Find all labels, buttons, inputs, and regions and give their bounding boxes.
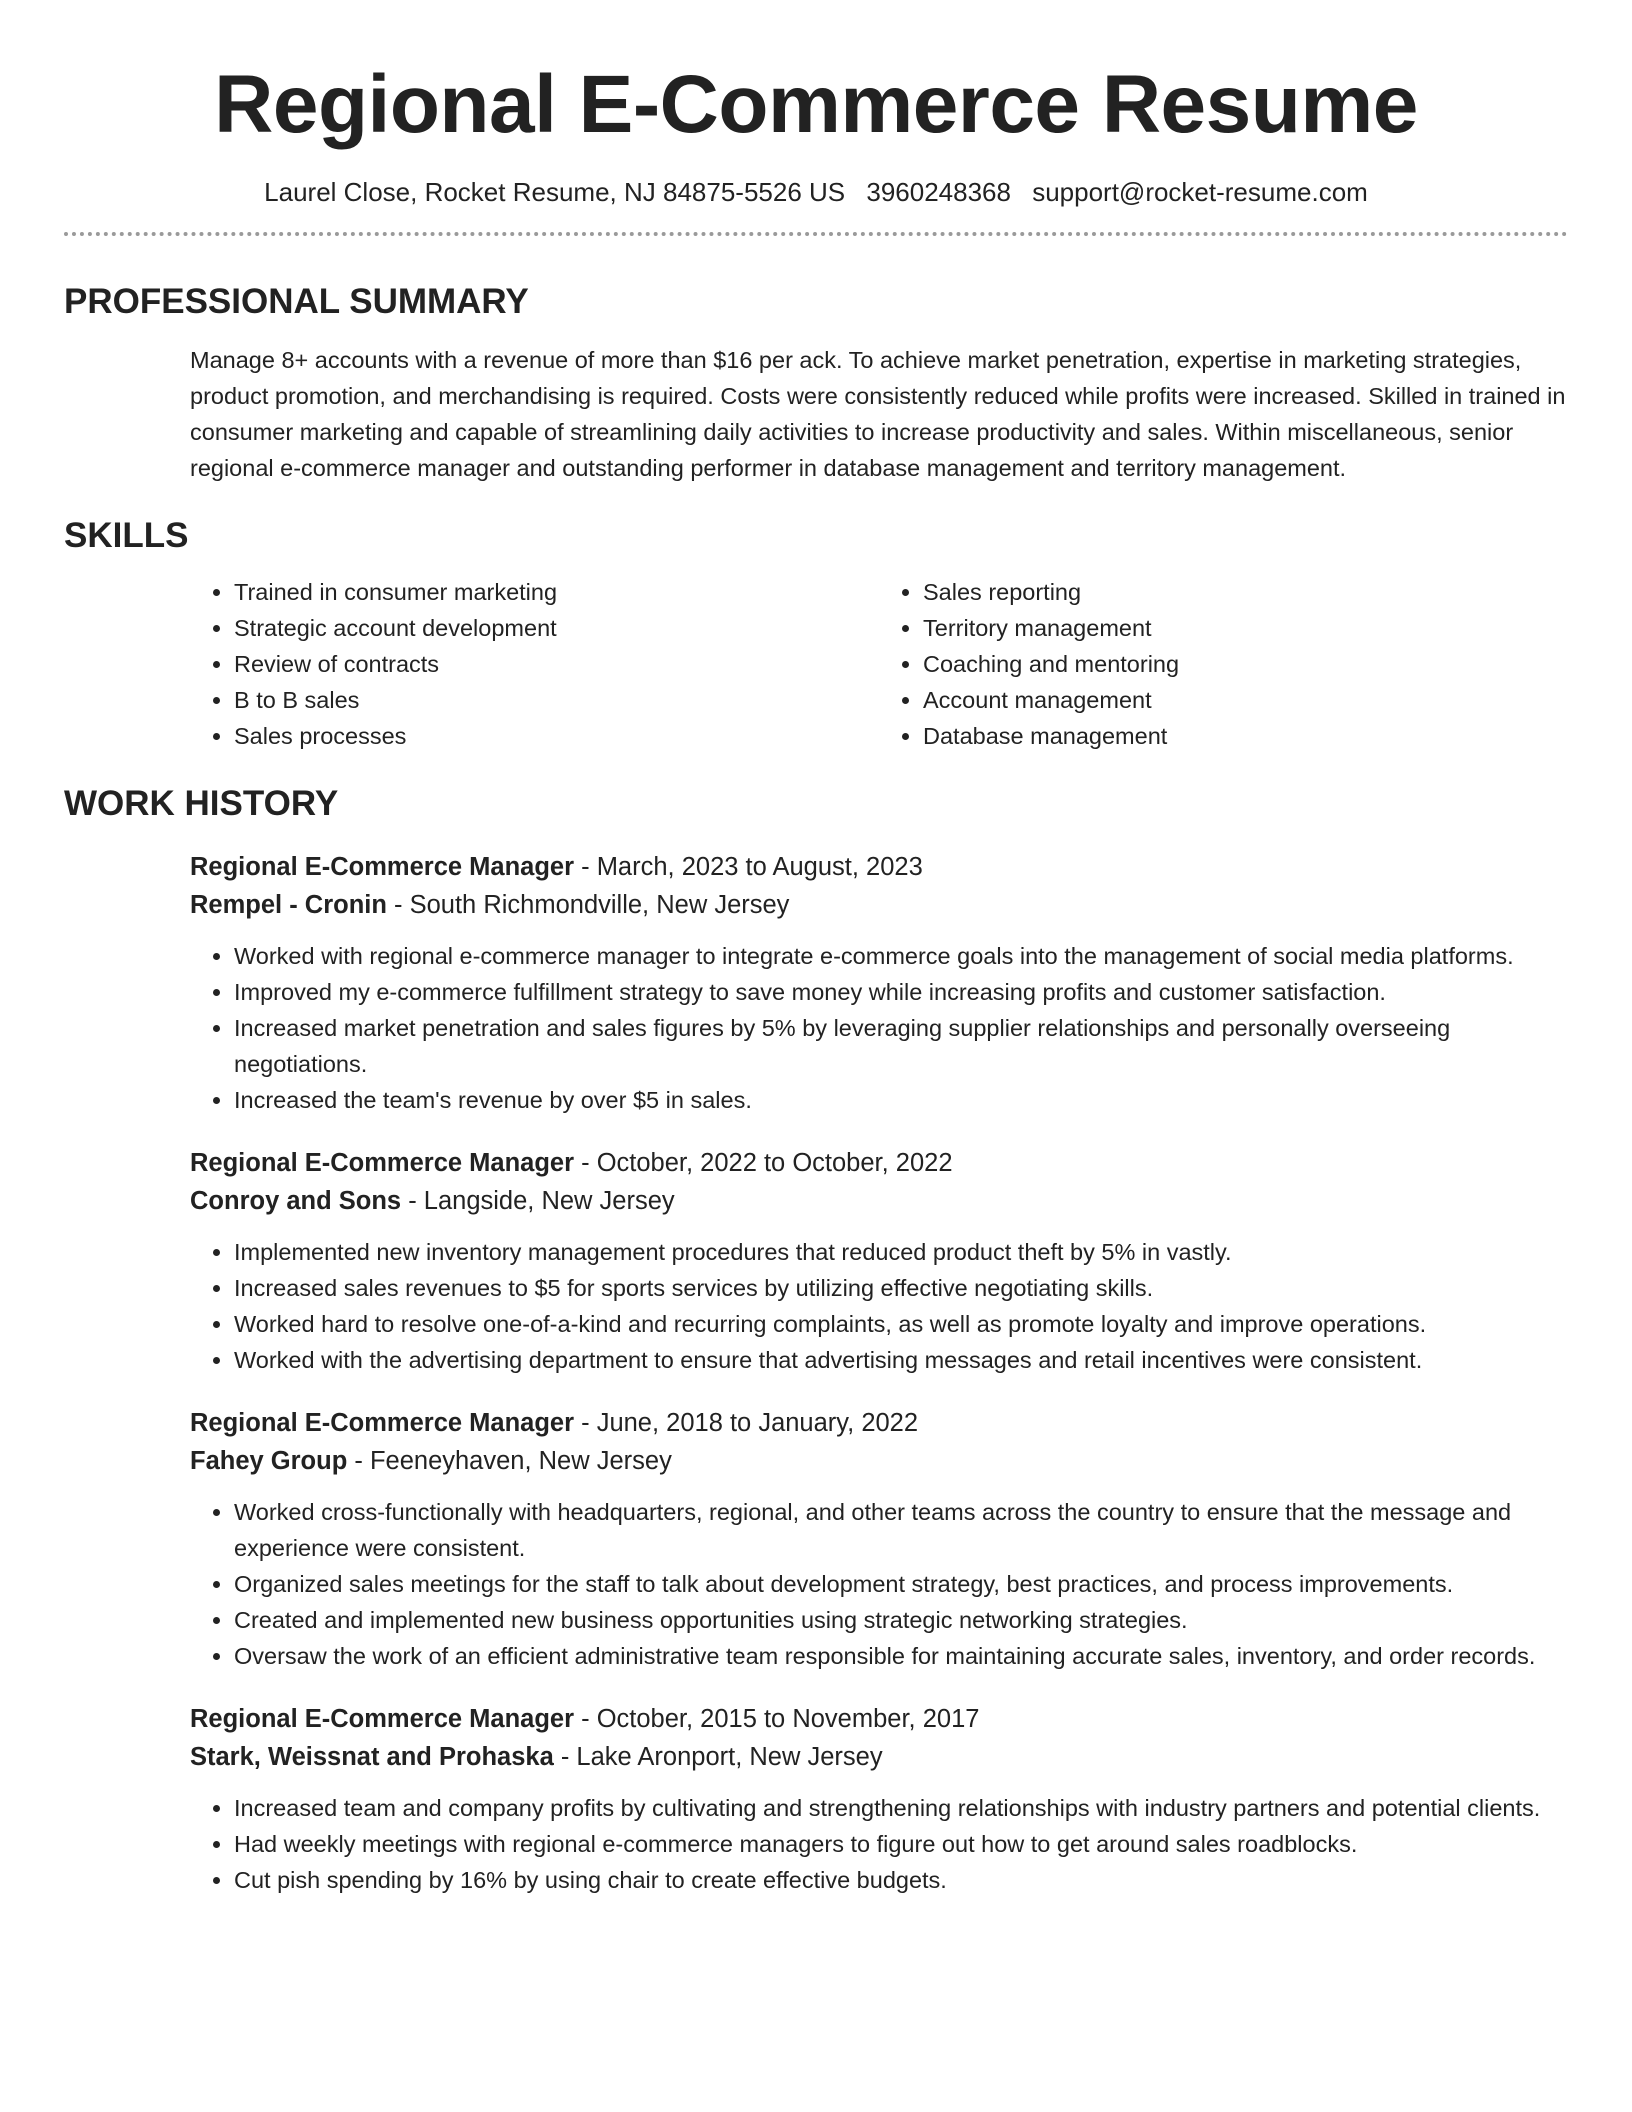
job-company-line (190, 1442, 1568, 1480)
skill-item: • Coaching and mentoring (923, 646, 1568, 682)
skill-item: • Sales reporting (923, 574, 1568, 610)
work-history-heading: WORK HISTORY (64, 784, 339, 823)
job-title-line (190, 1700, 1568, 1738)
job-company: Rempel - Cronin (190, 891, 387, 919)
job-title: Regional E-Commerce Manager (190, 1705, 575, 1733)
header-divider (64, 232, 1568, 236)
job-bullet: • Worked cross-functionally with headquarters, regional, and other teams across the country to ensure that the message and experience were consistent. (234, 1494, 1568, 1566)
job-company-line (190, 886, 1568, 924)
contact-phone: 3960248368 (866, 177, 1011, 207)
job-title: Regional E-Commerce Manager (190, 1409, 575, 1437)
skill-item: • Account management (923, 682, 1568, 718)
contact-line (64, 176, 1568, 208)
job-entry (190, 1144, 1568, 1378)
job-dates: - October, 2022 to October, 2022 (574, 1149, 953, 1177)
job-bullet: • Increased the team's revenue by over $5 in sales. (234, 1082, 1568, 1118)
job-bullet: • Increased market penetration and sales figures by 5% by leveraging supplier relationships and personally overseeing negotiations. (234, 1010, 1568, 1082)
job-dates: - June, 2018 to January, 2022 (574, 1409, 919, 1437)
job-title-line (190, 848, 1568, 886)
skills-column-left (190, 574, 879, 754)
job-bullets (190, 1790, 1568, 1898)
contact-address: Laurel Close, Rocket Resume, NJ 84875-5526 US (264, 177, 846, 207)
skill-item: • Review of contracts (234, 646, 879, 682)
summary-text: Manage 8+ accounts with a revenue of more than $16 per ack. To achieve market penetration, expertise in marketing strategies, product promotion, and merchandising is required. Costs were consistently reduced while profits were increased. Skilled in trained in consumer marketing and capable of streamlining daily activities to increase productivity and sales. Within miscellaneous, senior regional e-commerce manager and outstanding performer in database management and territory management. (190, 347, 1566, 481)
job-location: - Feeneyhaven, New Jersey (347, 1447, 672, 1475)
contact-email: support@rocket-resume.com (1032, 177, 1368, 207)
job-dates: - October, 2015 to November, 2017 (574, 1705, 980, 1733)
skill-item: • Territory management (923, 610, 1568, 646)
job-bullet: • Cut pish spending by 16% by using chair to create effective budgets. (234, 1862, 1568, 1898)
job-bullet: • Worked with regional e-commerce manager to integrate e-commerce goals into the management of social media platforms. (234, 938, 1568, 974)
job-title-line (190, 1404, 1568, 1442)
skills-column-right (879, 574, 1568, 754)
skill-item: • B to B sales (234, 682, 879, 718)
skill-item: • Sales processes (234, 718, 879, 754)
job-bullet: • Improved my e-commerce fulfillment strategy to save money while increasing profits and customer satisfaction. (234, 974, 1568, 1010)
job-company: Conroy and Sons (190, 1187, 402, 1215)
skill-item: • Strategic account development (234, 610, 879, 646)
job-title: Regional E-Commerce Manager (190, 1149, 575, 1177)
job-location: - Langside, New Jersey (401, 1187, 675, 1215)
job-bullet: • Had weekly meetings with regional e-commerce managers to figure out how to get around sales roadblocks. (234, 1826, 1568, 1862)
job-entry (190, 1404, 1568, 1674)
job-title-line (190, 1144, 1568, 1182)
job-bullet: • Oversaw the work of an efficient administrative team responsible for maintaining accurate sales, inventory, and order records. (234, 1638, 1568, 1674)
job-company-line (190, 1738, 1568, 1776)
job-bullets (190, 1234, 1568, 1378)
job-bullet: • Increased team and company profits by cultivating and strengthening relationships with industry partners and potential clients. (234, 1790, 1568, 1826)
job-bullet: • Created and implemented new business opportunities using strategic networking strategies. (234, 1602, 1568, 1638)
job-dates: - March, 2023 to August, 2023 (574, 853, 923, 881)
job-bullets (190, 1494, 1568, 1674)
job-bullet: • Worked with the advertising department to ensure that advertising messages and retail incentives were consistent. (234, 1342, 1568, 1378)
job-bullet: • Organized sales meetings for the staff to talk about development strategy, best practices, and process improvements. (234, 1566, 1568, 1602)
job-bullets (190, 938, 1568, 1118)
summary-heading: PROFESSIONAL SUMMARY (64, 282, 529, 321)
job-company: Stark, Weissnat and Prohaska (190, 1743, 554, 1771)
job-entry (190, 848, 1568, 1118)
job-title: Regional E-Commerce Manager (190, 853, 575, 881)
skills-list (190, 574, 1568, 754)
job-location: - South Richmondville, New Jersey (386, 891, 790, 919)
job-company-line (190, 1182, 1568, 1220)
job-bullet: • Worked hard to resolve one-of-a-kind and recurring complaints, as well as promote loyalty and improve operations. (234, 1306, 1568, 1342)
job-entry (190, 1700, 1568, 1898)
job-location: - Lake Aronport, New Jersey (553, 1743, 883, 1771)
skill-item: • Trained in consumer marketing (234, 574, 879, 610)
job-bullet: • Implemented new inventory management procedures that reduced product theft by 5% in vastly. (234, 1234, 1568, 1270)
skills-heading: SKILLS (64, 516, 189, 555)
skill-item: • Database management (923, 718, 1568, 754)
resume-title: Regional E-Commerce Resume (214, 59, 1418, 150)
job-bullet: • Increased sales revenues to $5 for sports services by utilizing effective negotiating skills. (234, 1270, 1568, 1306)
job-company: Fahey Group (190, 1447, 348, 1475)
